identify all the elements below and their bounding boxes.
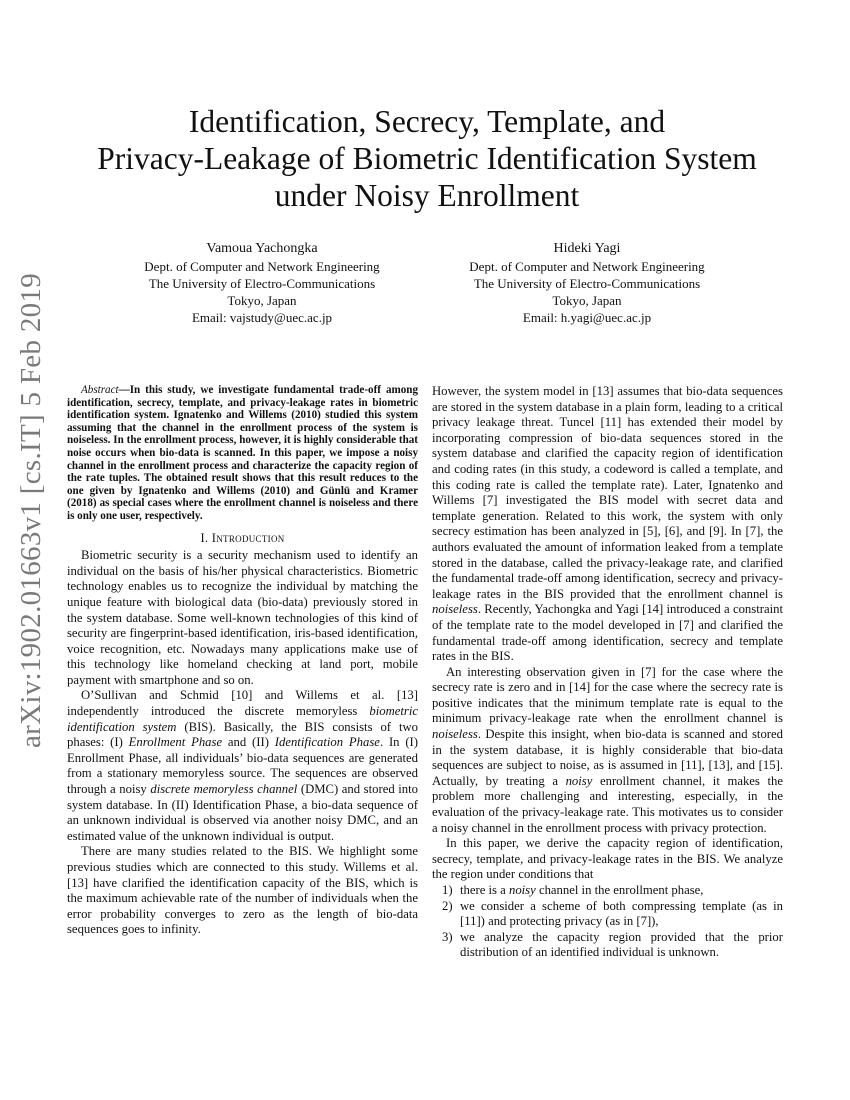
paragraph-1: Biometric security is a security mechanism used to identify an individual on the basis of his/her physical characteristics. Biometric technology enables us to recognize the individual by matching the unique feature with biological data (bio-data) previously stored in the system database. Some well-known technologies of this kind of security are fingerprint-based identification, iris-based identification, voice recognition, etc. Nowadays many applications make use of this technology like homeland checking at land port, mobile payment with smartphone and so on.	[67, 548, 418, 687]
list-item: 2) we consider a scheme of both compressing template (as in [11]) and protecting privacy (as in [7]),	[442, 898, 783, 929]
paragraph-3: There are many studies related to the BIS. We highlight some previous studies which are connected to this study. Willems et al. [13] have clarified the identification capacity of the BIS, which is the maximum achievable rate of the number of individuals when the error probability converges to zero as the length of bio-data sequences goes to infinity.	[67, 844, 418, 937]
abstract-text: —In this study, we investigate fundamental trade-off among identification, secrecy, template, and privacy-leakage rates in biometric identification system. Ignatenko and Willems (2010) studied this system assuming that the channel in the enrollment process of the system is noiseless. In the enrollment process, however, it is highly considerable that noise occurs when bio-data is scanned. In this paper, we impose a noisy channel in the enrollment process and characterize the capacity region of the rate tuples. The obtained result shows that this result reduces to the one given by Ignatenko and Willems (2010) and Günlü and Kramer (2018) as special cases where the enrollment channel is noiseless and there is only one user, respectively.	[67, 384, 418, 522]
title-line: Privacy-Leakage of Biometric Identification System	[97, 141, 757, 176]
list-item: 3) we analyze the capacity region provided that the prior distribution of an identified individual is unknown.	[442, 929, 783, 960]
section-heading	[67, 531, 418, 547]
conditions-list	[432, 883, 783, 961]
arxiv-stamp-text: arXiv:1902.01663v1 [cs.IT] 5 Feb 2019	[15, 272, 48, 748]
author-block-1	[97, 240, 427, 326]
author-univ: The University of Electro-Communications	[473, 276, 701, 291]
author-city: Tokyo, Japan	[552, 293, 622, 308]
list-item: 1) there is a noisy channel in the enrollment phase,	[442, 883, 704, 897]
title-line: under Noisy Enrollment	[274, 178, 580, 213]
right-column	[432, 384, 783, 961]
author-univ: The University of Electro-Communications	[148, 276, 376, 291]
author-block-2	[422, 240, 752, 326]
abstract-label: Abstract	[81, 384, 119, 396]
author-name: Vamoua Yachongka	[206, 241, 318, 256]
title-line: Identification, Secrecy, Template, and	[188, 104, 666, 139]
section-title: Introduction	[211, 530, 285, 545]
author-city: Tokyo, Japan	[227, 293, 297, 308]
arxiv-stamp	[2, 250, 62, 770]
author-dept: Dept. of Computer and Network Engineering	[144, 259, 380, 274]
paper-title	[60, 103, 794, 214]
section-number: I.	[200, 530, 209, 545]
paragraph-2: O’Sullivan and Schmid [10] and Willems et al. [13] independently introduced the discrete memoryless biometric identification system (BIS). Basically, the BIS consists of two phases: (I) Enrollment Phase and (II) Identification Phase. In (I) Enrollment Phase, all individuals’ bio-data sequences are generated from a stationary memoryless source. The sequences are observed through a noisy discrete memoryless channel (DMC) and stored into system database. In (II) Identification Phase, a bio-data sequence of an unknown individual is observed via another noisy DMC, and an estimated value of the unknown individual is output.	[67, 688, 419, 843]
abstract	[67, 384, 418, 523]
paragraph-4: However, the system model in [13] assumes that bio-data sequences are stored in the system database in a plain form, leading to a critical privacy leakage threat. Tuncel [11] has extended their model by incorporating compression of bio-data sequences stored in the system database and clarified the capacity region of identification and coding rates (in this study, a codeword is called a template, and this coding rate is called the template rate). Later, Ignatenko and Willems [7] investigated the BIS model with secret data and template generation. Related to this work, the system with only secrecy estimation has been analyzed in [5], [6], and [9]. In [7], the authors evaluated the amount of information leaked from a template stored in the database, called the privacy-leakage rate, and clarified the fundamental trade-off among identification, secrecy and privacy-leakage rates in the BIS provided that the enrollment channel is noiseless. Recently, Yachongka and Yagi [14] introduced a constraint of the template rate to the model developed in [7] and clarified the fundamental trade-off among identification, secrecy and template rates in the BIS.	[432, 384, 783, 664]
author-name: Hideki Yagi	[553, 241, 621, 256]
author-email: Email: vajstudy@uec.ac.jp	[191, 310, 333, 325]
paragraph-6: In this paper, we derive the capacity region of identification, secrecy, template, and privacy-leakage rates in the BIS. We analyze the region under conditions that	[432, 836, 783, 882]
paragraph-5: An interesting observation given in [7] for the case where the secrecy rate is zero and in [14] for the case where the secrecy rate is positive indicates that the minimum template rate is equal to the minimum privacy-leakage rate when the enrollment channel is noiseless. Despite this insight, when bio-data is scanned and stored in the system database, it is highly considerable that bio-data sequences are subject to noise, as is assumed in [11], [13], and [15]. Actually, by treating a noisy enrollment channel, it makes the problem more challenging and interesting, especially, in the evaluation of the privacy-leakage rate. This motivates us to consider a noisy channel in the enrollment process with privacy protection.	[432, 664, 783, 835]
left-column	[67, 384, 418, 938]
author-dept: Dept. of Computer and Network Engineering	[469, 259, 705, 274]
author-email: Email: h.yagi@uec.ac.jp	[522, 310, 652, 325]
